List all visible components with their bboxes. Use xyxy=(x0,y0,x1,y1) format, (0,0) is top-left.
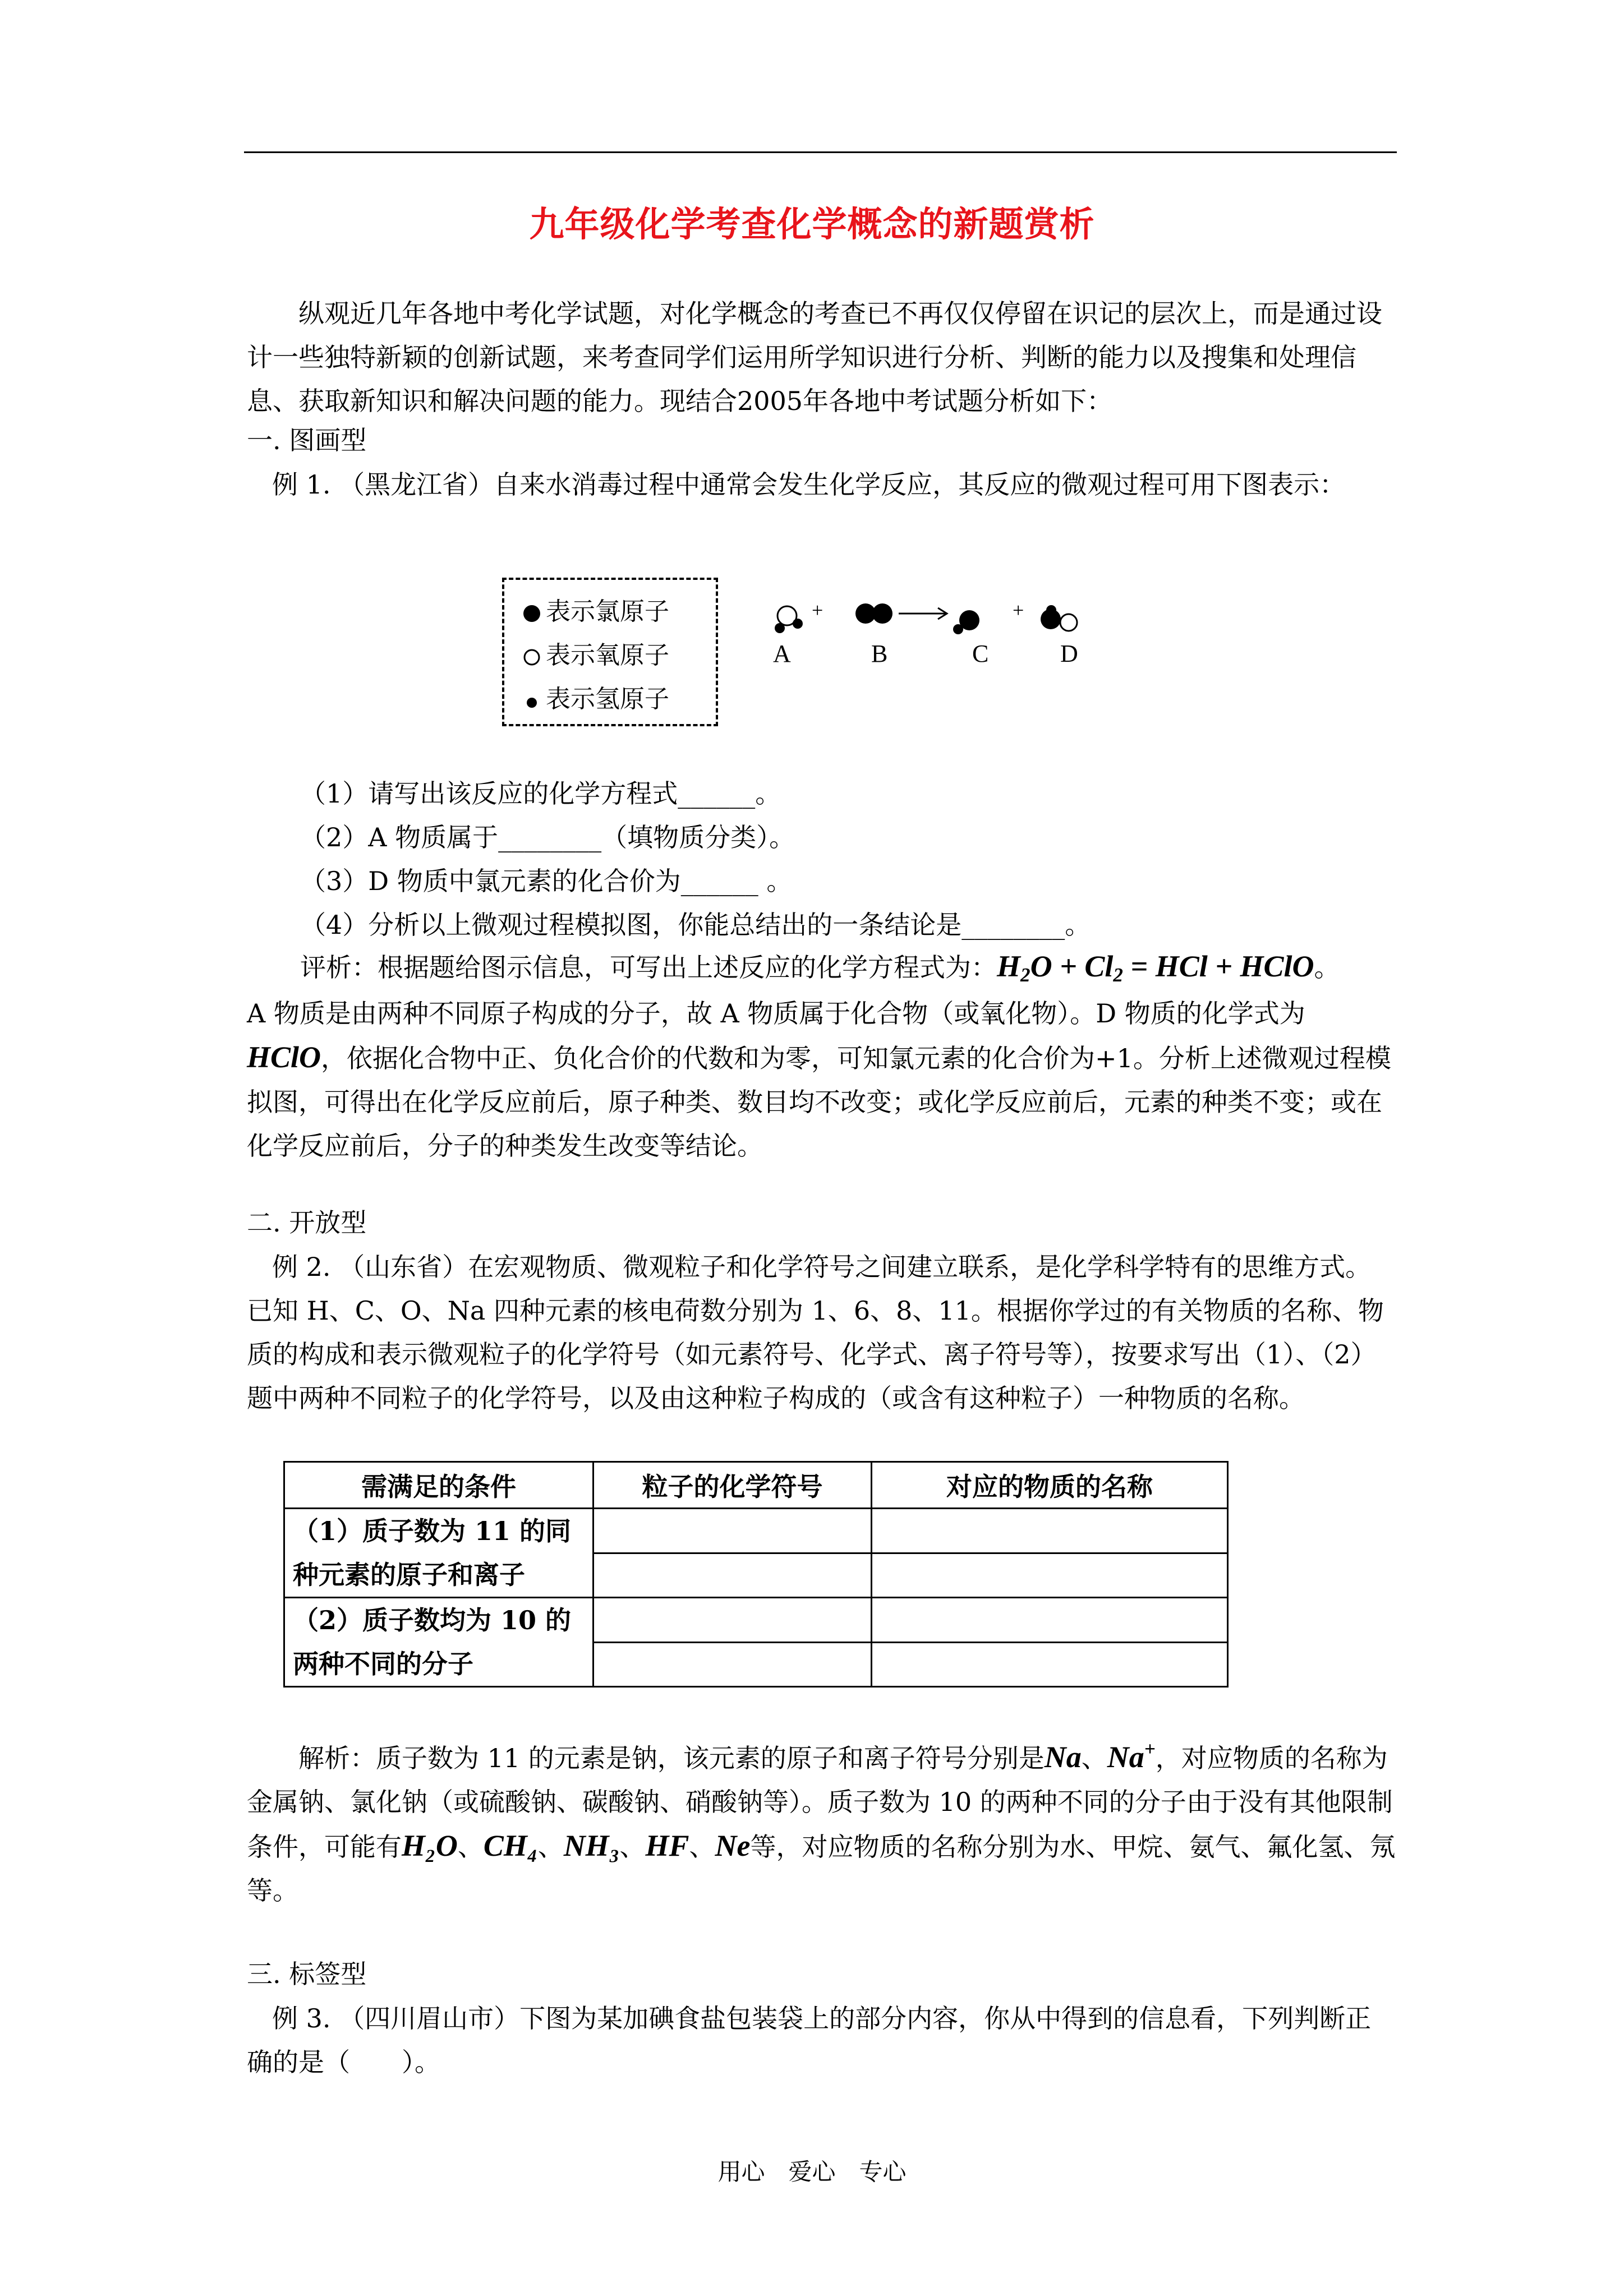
molecule-formula: HF xyxy=(645,1829,689,1863)
legend-label: 表示氢原子 xyxy=(546,685,669,713)
answer-cell[interactable] xyxy=(594,1509,872,1553)
hclo-formula: HClO xyxy=(247,1040,321,1074)
molecule-c-icon xyxy=(953,610,979,634)
section2-heading: 二. 开放型 xyxy=(247,1207,367,1238)
plus-sign: + xyxy=(812,599,823,621)
na-symbol: Na xyxy=(1044,1740,1082,1774)
section1-heading: 一. 图画型 xyxy=(247,425,367,455)
answer-cell[interactable] xyxy=(594,1642,872,1687)
molecule-d-icon xyxy=(1041,605,1077,631)
header-rule xyxy=(244,151,1397,153)
legend-chlorine xyxy=(521,591,669,627)
table-header: 粒子的化学符号 xyxy=(594,1462,872,1509)
molecule-formula: H₂O xyxy=(402,1829,458,1863)
chemical-equation: $H_2O + Cl_2$ = HCl + HClO xyxy=(997,949,1314,986)
legend-label: 表示氯原子 xyxy=(546,597,669,626)
chlorine-atom-icon xyxy=(521,603,542,624)
section3-heading: 三. 标签型 xyxy=(247,1959,367,1989)
question-2: （2）A 物质属于________（填物质分类）。 xyxy=(300,822,795,852)
oxygen-atom-icon xyxy=(521,647,542,668)
answer-cell[interactable] xyxy=(872,1509,1228,1553)
table-header: 需满足的条件 xyxy=(284,1462,594,1509)
hydrogen-atom-icon xyxy=(521,690,542,712)
molecule-b-icon xyxy=(855,603,892,624)
molecule-label-d: D xyxy=(1060,640,1078,667)
legend-label: 表示氧原子 xyxy=(546,641,669,670)
review-lead: 评析：根据题给图示信息，可写出上述反应的化学方程式为： xyxy=(300,952,997,983)
molecule-a-icon xyxy=(775,606,803,633)
question-1: （1）请写出该反应的化学方程式______。 xyxy=(300,778,781,809)
review-lead-line xyxy=(300,949,1340,992)
answer-cell[interactable] xyxy=(594,1553,872,1598)
answer-cell[interactable] xyxy=(594,1598,872,1643)
table-header: 对应的物质的名称 xyxy=(872,1462,1228,1509)
molecule-label-a: A xyxy=(773,640,791,667)
molecule-label-b: B xyxy=(871,640,888,667)
molecule-formula: NH₃ xyxy=(563,1829,620,1863)
example3-text: 例 3. （四川眉山市）下图为某加碘食盐包装袋上的部分内容，你从中得到的信息看，下列判断正确的是（ ）。 xyxy=(247,2003,1372,2077)
page-footer: 用心 爱心 专心 xyxy=(717,2158,907,2186)
answer-cell[interactable] xyxy=(872,1598,1228,1643)
analysis-paragraph: 解析：质子数为 11 的元素是钠，该元素的原子和离子符号分别是Na、Na+，对应物质的名称为金属钠、氯化钠（或硫酸钠、碳酸钠、硝酸钠等）。质子数为 10 的两种不同的分子由于没有其他限制条件，可能有H₂O、CH₄、NH₃、HF、Ne等，对应物质的名称分别为水、甲烷、氨气、氟化氢、氖等。 xyxy=(247,1738,1396,1906)
molecule-formula: CH₄ xyxy=(483,1829,538,1863)
question-3: （3）D 物质中氯元素的化合价为______ 。 xyxy=(300,866,793,896)
page-title: 九年级化学考查化学概念的新题赏析 xyxy=(529,204,1095,245)
example2-text: 例 2. （山东省）在宏观物质、微观粒子和化学符号之间建立联系，是化学科学特有的思维方式。已知 H、C、O、Na 四种元素的核电荷数分别为 1、6、8、11。根据你学过的有关物质的名称、物质的构成和表示微观粒子的化学符号（如元素符号、化学式、离子符号等），按要求写出（1）、（2）题中两种不同粒子的化学符号，以及由这种粒子构成的（或含有这种粒子）一种物质的名称。 xyxy=(247,1252,1384,1413)
table-row xyxy=(284,1598,1228,1643)
legend-hydrogen xyxy=(521,679,669,714)
example1-text: 例 1. （黑龙江省）自来水消毒过程中通常会发生化学反应，其反应的微观过程可用下图表示： xyxy=(272,469,1346,500)
answer-table xyxy=(283,1461,1229,1688)
intro-paragraph: 纵观近几年各地中考化学试题，对化学概念的考查已不再仅仅停留在识记的层次上，而是通过设计一些独特新颖的创新试题，来考查同学们运用所学知识进行分析、判断的能力以及搜集和处理信息、获取新知识和解决问题的能力。现结合2005年各地中考试题分析如下： xyxy=(247,298,1382,416)
review-paragraph: A 物质是由两种不同原子构成的分子，故 A 物质属于化合物（或氧化物）。D 物质的化学式为HClO，依据化合物中正、负化合价的代数和为零，可知氯元素的化合价为+1。分析上述微观过程模拟图，可得出在化学反应前后，原子种类、数目均不改变；或化学反应前后，元素的种类不变；或在化学反应前后，分子的种类发生改变等结论。 xyxy=(247,998,1391,1161)
molecule-label-c: C xyxy=(972,640,989,667)
answer-cell[interactable] xyxy=(872,1642,1228,1687)
table-header-row xyxy=(284,1462,1228,1509)
na-ion-symbol: Na+ xyxy=(1107,1738,1156,1774)
reaction-diagram xyxy=(757,589,1105,679)
arrow-icon xyxy=(899,608,947,619)
legend-box xyxy=(502,578,718,726)
review-end: 。 xyxy=(1314,952,1340,983)
condition-cell: （2）质子数均为 10 的两种不同的分子 xyxy=(284,1598,594,1687)
plus-sign: + xyxy=(1013,599,1024,621)
molecule-formula: Ne xyxy=(715,1829,751,1863)
condition-cell: （1）质子数为 11 的同种元素的原子和离子 xyxy=(284,1509,594,1598)
legend-oxygen xyxy=(521,635,669,671)
answer-cell[interactable] xyxy=(872,1553,1228,1598)
question-4: （4）分析以上微观过程模拟图，你能总结出的一条结论是________。 xyxy=(300,910,1091,940)
table-row xyxy=(284,1509,1228,1553)
